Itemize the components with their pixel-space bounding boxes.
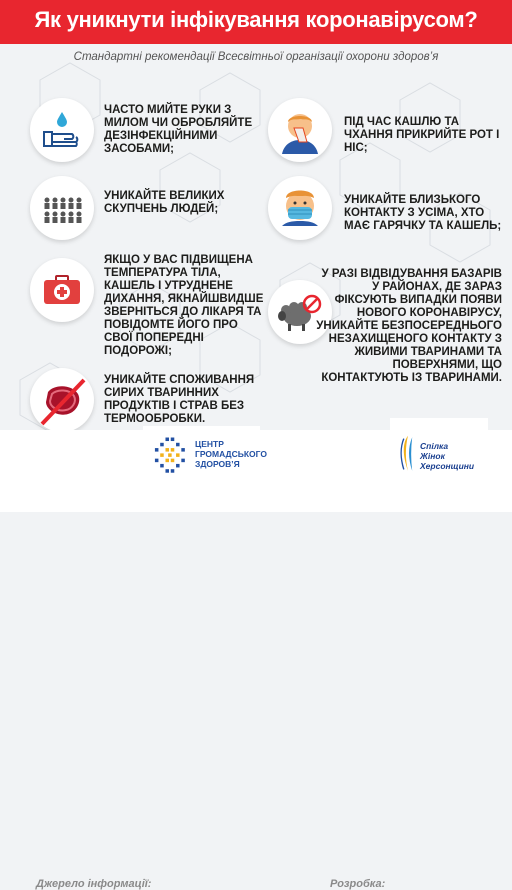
kherson-women-union-emblem-icon: [394, 424, 422, 484]
crowd-icon: [30, 176, 94, 240]
tip-text: УНИКАЙТЕ ВЕЛИКИХ СКУПЧЕНЬ ЛЮДЕЙ;: [104, 190, 225, 215]
face-mask-icon: [268, 176, 332, 240]
public-health-center-emblem-icon: [147, 434, 191, 478]
title-banner: [0, 0, 512, 44]
sneezing-person-icon: [268, 98, 332, 162]
public-health-center-logo: [143, 426, 267, 486]
developer-label: Розробка:: [330, 878, 386, 890]
kherson-women-union-name: Спілка Жінок Херсонщини: [420, 441, 475, 471]
tip-text: ЧАСТО МИЙТЕ РУКИ З МИЛОМ ЧИ ОБРОБЛЯЙТЕ ДЕЗІНФЕКЦІЙНИМИ ЗАСОБАМИ;: [104, 104, 253, 155]
page-title: Як уникнути інфікування коронавірусом?: [34, 7, 478, 32]
hand-washing-icon: [30, 98, 94, 162]
tip-text: У РАЗІ ВІДВІДУВАННЯ БАЗАРІВ У РАЙОНАХ, ДЕ ЗАРАЗ ФІКСУЮТЬ ВИПАДКИ ПОЯВИ НОВОГО КОРОНАВІРУСУ, УНИКАЙТЕ БЕЗПОСЕРЕДНЬОГО НЕЗАХИЩЕНОГО КОНТАКТУ З ЖИВИМИ ТВАРИНАМИ ТА ПОВЕРХНЯМИ, ЩО КОНТАКТУЮТЬ ІЗ ТВАРИНАМИ.: [316, 268, 502, 384]
source-label: Джерело інформації:: [36, 878, 152, 890]
public-health-center-name: ЦЕНТР ГРОМАДСЬКОГО ЗДОРОВ’Я: [195, 439, 267, 469]
first-aid-kit-icon: [30, 258, 94, 322]
tip-text: УНИКАЙТЕ СПОЖИВАННЯ СИРИХ ТВАРИННИХ ПРОДУКТІВ І СТРАВ БЕЗ ТЕРМООБРОБКИ.: [104, 374, 255, 425]
kherson-women-union-logo: [390, 418, 488, 490]
page-subtitle: Стандартні рекомендації Всесвітньої організації охорони здоров’я: [73, 51, 439, 63]
tip-text: ПІД ЧАС КАШЛЮ ТА ЧХАННЯ ПРИКРИЙТЕ РОТ І НІС;: [344, 116, 500, 154]
tip-text: УНИКАЙТЕ БЛИЗЬКОГО КОНТАКТУ З УСІМА, ХТО МАЄ ГАРЯЧКУ ТА КАШЕЛЬ;: [344, 194, 502, 232]
tip-text: ЯКЩО У ВАС ПІДВИЩЕНА ТЕМПЕРАТУРА ТІЛА, КАШЕЛЬ І УТРУДНЕНЕ ДИХАННЯ, ЯКНАЙШВИДШЕ ЗВЕРНІТЬСЯ ДО ЛІКАРЯ ТА ПОВІДОМТЕ ЙОГО ПРО СВОЇ ПОПЕРЕДНІ ПОДОРОЖІ;: [104, 254, 264, 357]
raw-meat-crossed-icon: [30, 368, 94, 432]
